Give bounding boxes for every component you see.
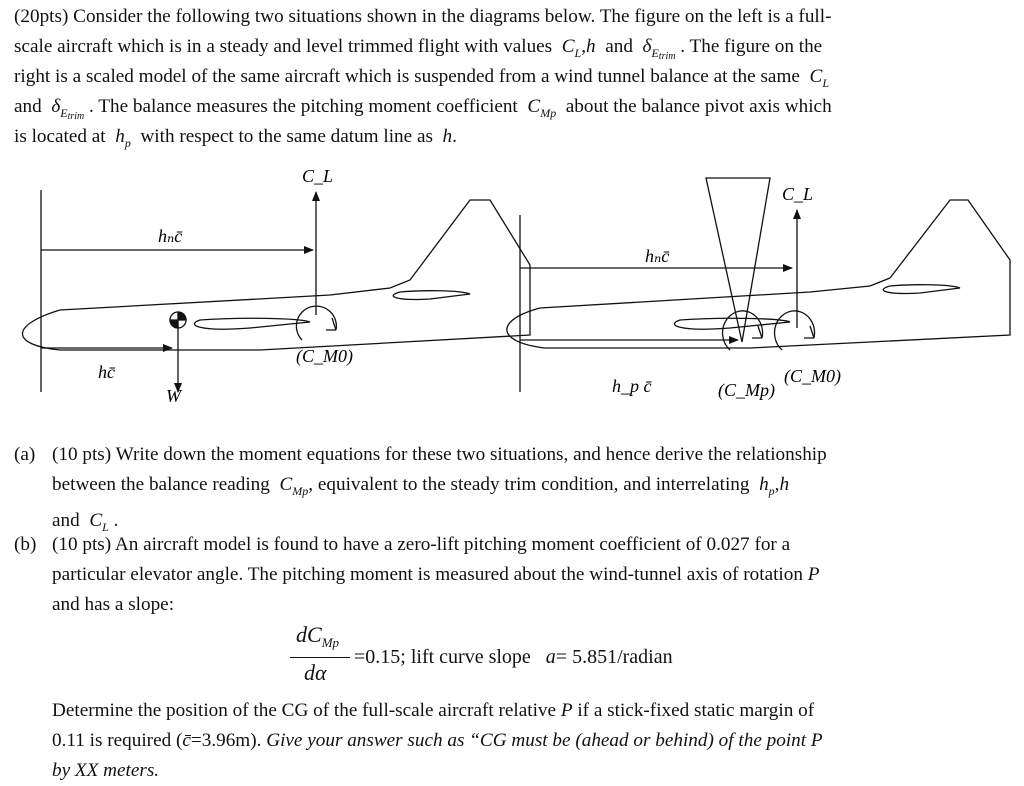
- part-a: (a) (10 pts) Write down the moment equations for these two situations, and hence derive the relationship between the balance reading $C_{Mp}$, equivalent to the steady trim condition, and interrelating $h_p,h$ and $C_L$ .: [14, 440, 1014, 542]
- right-hn-label: hₙc̄: [645, 246, 670, 266]
- left-moment-label: (C_M0): [296, 346, 353, 366]
- intro-line-1: (20pts) Consider the following two situations shown in the diagrams below. The figure on the left is a full-: [14, 6, 832, 27]
- left-tailplane: [393, 291, 470, 300]
- part-b-cont: [14, 696, 1014, 786]
- right-moment-p-label: (C_Mp): [718, 380, 775, 400]
- part-b: (b) (10 pts) An aircraft model is found to have a zero-lift pitching moment coefficient of 0.027 for a particular elevator angle. The pitching moment is measured about the wind-tunnel axis of rotation P and has a slope:: [14, 530, 1014, 620]
- left-lift-label: C_L: [302, 166, 334, 186]
- left-wing: [194, 318, 310, 329]
- right-moment-0-arc: [775, 311, 815, 350]
- left-hn-label: hₙc̄: [158, 226, 183, 246]
- right-balance-strut: [706, 178, 770, 342]
- right-lift-label: C_L: [782, 184, 814, 204]
- eq-denominator: dα: [304, 660, 327, 685]
- part-b-line-3: and has a slope:: [52, 594, 175, 615]
- eq-rest: =0.15; lift curve slope a= 5.851/radian: [354, 646, 673, 668]
- left-weight-label: W: [166, 386, 181, 406]
- part-b-line-1: (10 pts) An aircraft model is found to have a zero-lift pitching moment coefficient of 0.027 for a: [52, 534, 791, 555]
- right-tailplane: [883, 285, 960, 294]
- part-b-line-6: by XX meters.: [52, 760, 160, 781]
- part-a-line-1: (10 pts) Write down the moment equations for these two situations, and hence derive the relationship: [52, 444, 827, 465]
- part-b-line-5: 0.11 is required (c̄=3.96m). Give your answer such as “CG must be (ahead or behind) of the point P: [52, 730, 823, 751]
- right-diagram: [507, 178, 1010, 392]
- left-h-label: hc̄: [98, 362, 115, 382]
- part-b-line-2: particular elevator angle. The pitching moment is measured about the wind-tunnel axis of rotation P: [52, 564, 820, 585]
- right-wing: [674, 318, 790, 329]
- part-a-line-2: between the balance reading $C_{Mp}$, equivalent to the steady trim condition, and interrelating $h_p,h$: [52, 474, 790, 498]
- right-hp-label: h_p c̄: [612, 376, 652, 396]
- eq-fraction-bar: [290, 657, 350, 658]
- intro-line-3: right is a scaled model of the same aircraft which is suspended from a wind tunnel balance at the same $C_L$: [14, 66, 829, 90]
- intro-line-5: is located at $h_p$ with respect to the same datum line as h.: [14, 126, 457, 150]
- intro-line-4: and $\delta_{Etrim}$ . The balance measures the pitching moment coefficient $C_{Mp}$ about the balance pivot axis which: [14, 96, 832, 122]
- left-fuselage: [23, 200, 531, 350]
- diagrams: [0, 160, 1024, 420]
- right-moment-0-label: (C_M0): [784, 366, 841, 386]
- part-a-line-3: and $C_L$ .: [52, 510, 119, 534]
- intro-line-2: scale aircraft which is in a steady and level trimmed flight with values $C_L,h$ and $\delta_{Etrim}$ . The figure on the: [14, 36, 823, 62]
- part-b-line-4: Determine the position of the CG of the full-scale aircraft relative P if a stick-fixed static margin of: [52, 700, 815, 721]
- right-moment-p-arc: [723, 311, 763, 350]
- eq-numerator: $dC_{Mp}$: [296, 622, 340, 650]
- slope-equation: [290, 622, 990, 696]
